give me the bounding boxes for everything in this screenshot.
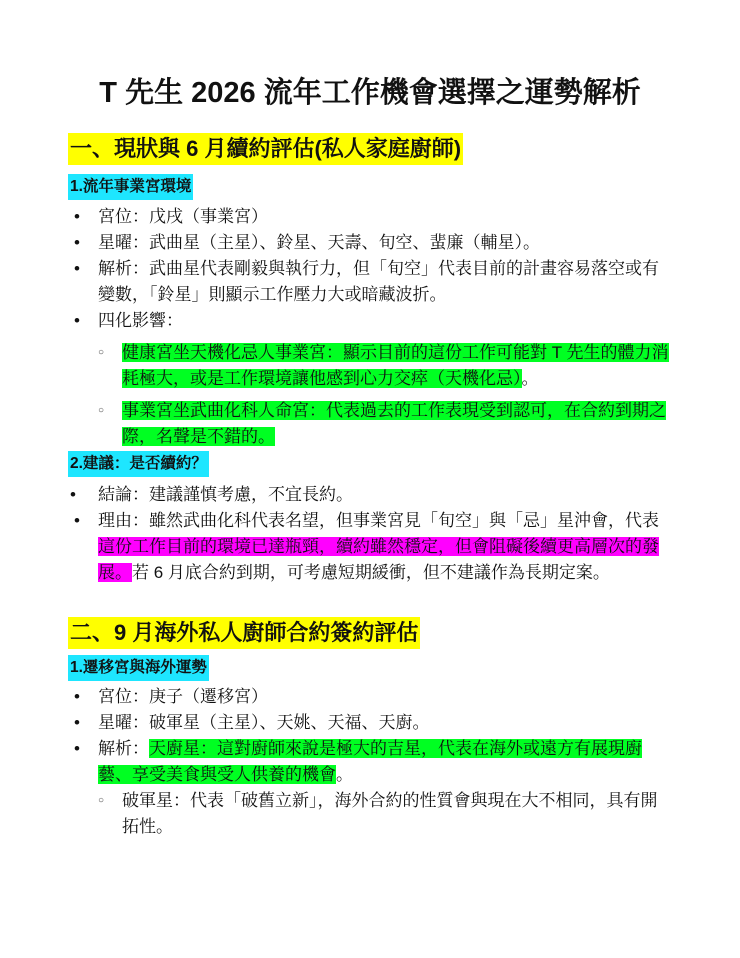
reason-text: 理由：雖然武曲化科代表名望，但事業宮見「旬空」與「忌」星沖會，代表 <box>98 511 659 530</box>
section1-sub1-heading: 1.流年事業宮環境 <box>68 174 193 200</box>
section2-sub1-heading: 1.遷移宮與海外運勢 <box>68 655 209 681</box>
section2-heading: 二、9 月海外私人廚師合約簽約評估 <box>68 617 420 649</box>
reason-text-end: 若 6 月底合約到期，可考慮短期緩衝，但不建議作為長期定案。 <box>132 563 610 582</box>
list-item: • 星曜：武曲星（主星）、鈴星、天壽、旬空、蜚廉（輔星）。 <box>72 230 672 256</box>
analysis-label: 解析： <box>98 739 149 758</box>
list-item-analysis <box>72 736 672 788</box>
list-item-reason <box>72 508 672 586</box>
list-item: • 宮位：戊戌（事業宮） <box>72 204 672 230</box>
conclusion-text: 結論：建議謹慎考慮，不宜長約。 <box>98 485 353 504</box>
list-item: • 四化影響： <box>72 308 672 334</box>
section1-sub1-list <box>72 204 672 450</box>
highlight-green: 事業宮坐武曲化科人命宮：代表過去的工作表現受到認可，在合約到期之際，名聲是不錯的。 <box>122 401 666 446</box>
section1-sub2-heading: 2.建議：是否續約？ <box>68 451 209 477</box>
list-item: • 解析：武曲星代表剛毅與執行力，但「旬空」代表目前的計畫容易落空或有變數，「鈴星」則顯示工作壓力大或暗藏波折。 <box>72 256 672 308</box>
list-item-conclusion <box>68 482 672 508</box>
suffix: 。 <box>336 765 353 784</box>
page-title: T 先生 2026 流年工作機會選擇之運勢解析 <box>99 77 641 109</box>
highlight-green: 健康宮坐天機化忌人事業宮：顯示目前的這份工作可能對 T 先生的體力消耗極大，或是工作環境讓他感到心力交瘁（天機化忌） <box>122 343 669 388</box>
sub-list-item <box>72 340 672 392</box>
section1-sub2-list <box>72 482 672 586</box>
suffix: 。 <box>521 369 539 388</box>
section2-sub1-list <box>72 684 672 840</box>
highlight-magenta: 這份工作目前的環境已達瓶頸，續約雖然穩定，但會阻礙後續更高層次的發展。 <box>98 537 659 582</box>
list-item: • 星曜：破軍星（主星）、天姚、天福、天廚。 <box>72 710 672 736</box>
highlight-green: 天廚星：這對廚師來說是極大的吉星，代表在海外或遠方有展現廚藝、享受美食與受人供養的機會 <box>98 739 642 784</box>
sub-list-item <box>72 398 672 450</box>
sub-list-item: ○ 破軍星：代表「破舊立新」，海外合約的性質會與現在大不相同，具有開拓性。 <box>72 788 672 840</box>
section1-heading: 一、現狀與 6 月續約評估(私人家庭廚師) <box>68 133 463 165</box>
list-item: • 宮位：庚子（遷移宮） <box>72 684 672 710</box>
